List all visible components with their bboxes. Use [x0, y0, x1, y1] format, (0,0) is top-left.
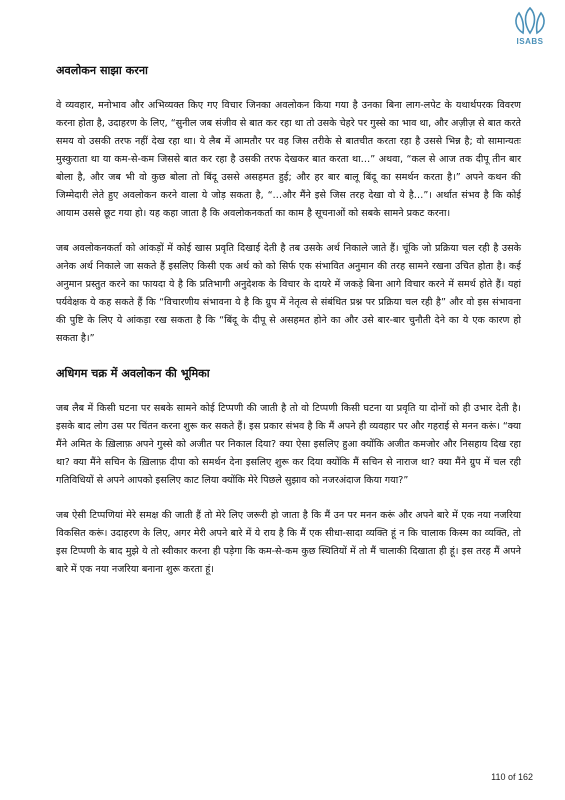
paragraph: वे व्यवहार, मनोभाव और अभिव्यक्त किए गए विचार जिनका अवलोकन किया गया है उनका बिना लाग-लपेट के यथार्थपरक विवरण करना होता है, उदाहरण के लिए, “सुनील जब संजीव से बात कर रहा था तो उसके चेहरे पर गुस्से का भाव था, और अज़ीज़ से बात करते समय वो उसकी तरफ नहीं देख रहा था। ये लैब में आमतौर पर वह जिस तरीके से बातचीत करता रहा है उससे भिन्न है; वो सामान्यतः मुस्कुराता था या कम-से-कम जिससे बात कर रहा है उसकी तरफ देखकर बात करता था…” अथवा, “कल से आज तक दीपू तीन बार बोला है, और जब भी वो कुछ बोला तो बिंदू उससे असहमत हुई; और हर बार बालू बिंदू का समर्थन करता है।” अपने कथन की जिम्मेदारी लेते हुए अवलोकन करने वाला ये जोड़ सकता है, “…और मैंने इसे जिस तरह देखा वो ये है…”। अर्थात संभव है कि कोई आयाम उससे छूट गया हो। यह कहा जाता है कि अवलोकनकर्ता का काम है सूचनाओं को सबके सामने प्रकट करना। [56, 100, 521, 219]
paragraph: जब लैब में किसी घटना पर सबके सामने कोई टिप्पणी की जाती है तो वो टिप्पणी किसी घटना या प्रवृति या दोनों को ही उभार देती है। इसके बाद लोग उस पर चिंतन करना शुरू कर सकते हैं। इस प्रकार संभव है कि मैं अपने ही व्यवहार पर और गहराई से मनन करूं। “क्या मैंने अमित के ख़िलाफ़ अपने गुस्से को अजीत पर निकाल दिया? क्या ऐसा इसलिए हुआ क्योंकि अजीत कमजोर और निसहाय दिख रहा था? क्या मैंने सचिन के ख़िलाफ़ दीपा को समर्थन देना इसलिए शुरू कर दिया क्योंकि मैं सचिन से नाराज था? क्या मैंने ग्रुप में चल रही गतिविधियों से अपने आपको इसलिए काट लिया क्योंकि मेरे पिछले सुझाव को नजरअंदाज किया गया?” [56, 403, 521, 486]
isabs-logo [505, 6, 555, 50]
lotus-icon [510, 6, 550, 36]
document-body [56, 62, 521, 596]
paragraph: जब अवलोकनकर्ता को आंकड़ों में कोई खास प्रवृति दिखाई देती है तब उसके अर्थ निकाले जाते हैं। चूंकि जो प्रक्रिया चल रही है उसके अनेक अर्थ निकाले जा सकते हैं इसलिए किसी एक अर्थ को को सिर्फ एक संभावित अनुमान की तरह सामने रखना उचित होता है। कई अनुमान प्रस्तुत करने का फायदा ये है कि प्रतिभागी अनुदेशक के विचार के दायरे में जकड़े बिना आगे विचार करने में समर्थ होते हैं। यहां पर्यवेक्षक ये कह सकते हैं कि “विचारणीय संभावना ये है कि ग्रुप में नेतृत्व से संबंधित प्रश्न पर प्रक्रिया चल रही है” और वो इस संभावना की पुष्टि के लिए ये आंकड़ा रख सकता है कि “बिंदू के दीपू से असहमत होने का और उसे बार-बार चुनौती देने का ये एक कारण हो सकता है।” [56, 243, 521, 344]
section-heading-observation-role: अधिगम चक्र में अवलोकन की भूमिका [56, 367, 210, 380]
paragraph: जब ऐसी टिप्पणियां मेरे समक्ष की जाती हैं तो मेरे लिए जरूरी हो जाता है कि मैं उन पर मनन करूं और अपने बारे में एक नया नजरिया विकसित करूं। उदाहरण के लिए, अगर मेरी अपने बारे में ये राय है कि मैं एक सीधा-सादा व्यक्ति हूं न कि चालाक किस्म का व्यक्ति, तो इस टिप्पणी के बाद मुझे ये तो स्वीकार करना ही पड़ेगा कि कम-से-कम कुछ स्थितियों में तो मैं चालाकी दिखाता ही हूं। इस तरह मैं अपने बारे में एक नया नजरिया बनाना शुरू करता हूं। [56, 510, 521, 575]
logo-text: ISABS [516, 37, 544, 46]
page-number: 110 of 162 [491, 772, 533, 782]
section-heading-sharing-observation: अवलोकन साझा करना [56, 64, 148, 77]
